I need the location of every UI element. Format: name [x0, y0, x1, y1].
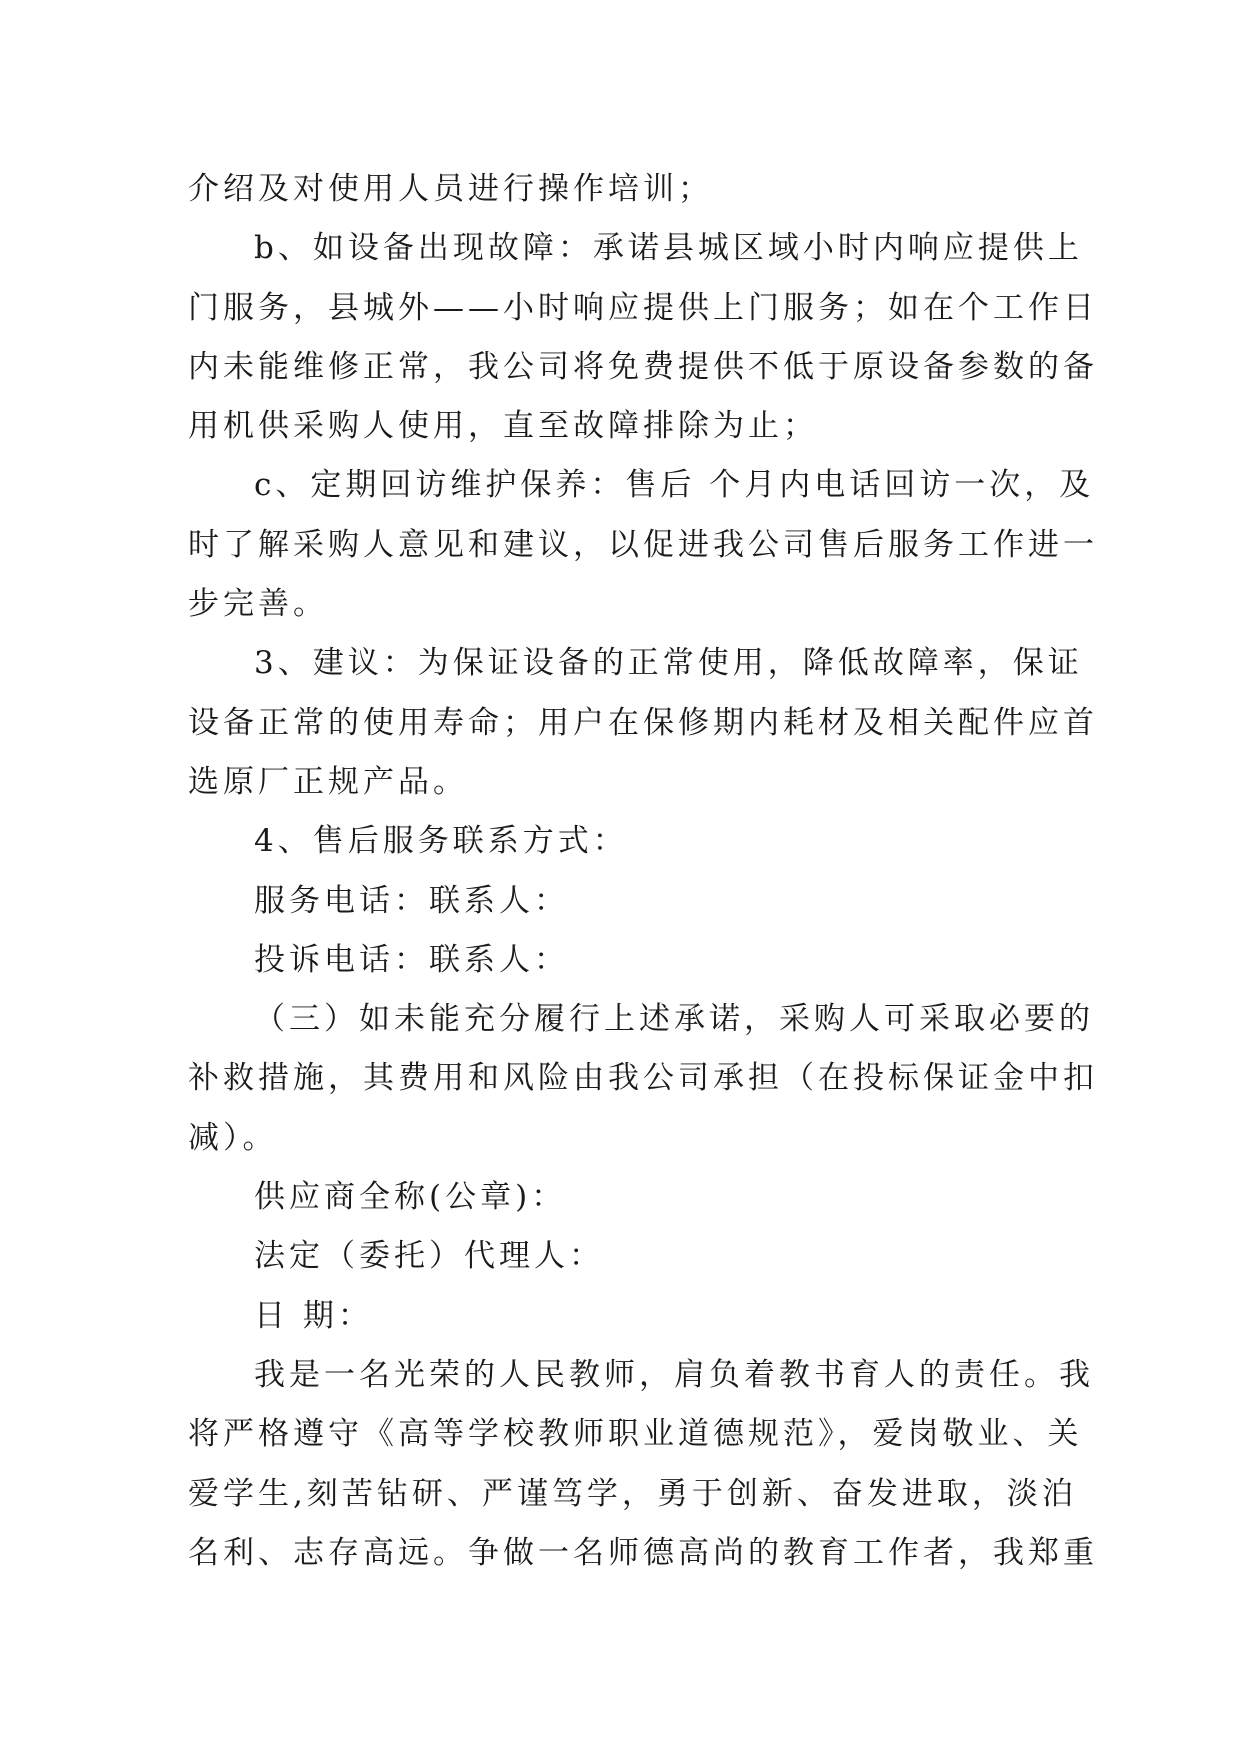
- text-line: 日 期：: [254, 1297, 373, 1334]
- text-line: 供应商全称(公章)：: [254, 1179, 567, 1216]
- text-line: 用机供采购人使用，直至故障排除为止；: [188, 408, 818, 445]
- text-line: 我是一名光荣的人民教师，肩负着教书育人的责任。我: [254, 1356, 1094, 1393]
- text-line: c、定期回访维护保养：售后 个月内电话回访一次，及: [254, 467, 1095, 504]
- text-line: 设备正常的使用寿命；用户在保修期内耗材及相关配件应首: [188, 704, 1098, 741]
- text-line: 投诉电话：联系人：: [254, 941, 569, 978]
- text-line: 减）。: [188, 1119, 278, 1156]
- text-line: 内未能维修正常，我公司将免费提供不低于原设备参数的备: [188, 348, 1098, 385]
- text-line: 爱学生,刻苦钻研、严谨笃学，勇于创新、奋发进取，淡泊: [188, 1475, 1077, 1512]
- text-line: 服务电话：联系人：: [254, 882, 569, 919]
- document-body: [188, 160, 1098, 1583]
- text-line: 介绍及对使用人员进行操作培训；: [188, 171, 713, 207]
- text-line: 4、售后服务联系方式：: [254, 823, 628, 860]
- text-line: 法定（委托）代理人：: [254, 1238, 604, 1275]
- text-line: 补救措施，其费用和风险由我公司承担（在投标保证金中扣: [188, 1060, 1098, 1097]
- text-line: 名利、志存高远。争做一名师德高尚的教育工作者，我郑重: [188, 1534, 1098, 1571]
- text-line: 3、建议：为保证设备的正常使用，降低故障率，保证: [254, 645, 1083, 682]
- text-line: b、如设备出现故障：承诺县城区域小时内响应提供上: [254, 230, 1083, 267]
- text-line: 步完善。: [188, 586, 328, 623]
- text-line: 将严格遵守《高等学校教师职业道德规范》，爱岗敬业、关: [188, 1416, 1083, 1453]
- text-line: （三）如未能充分履行上述承诺，采购人可采取必要的: [254, 1001, 1094, 1038]
- text-line: 时了解采购人意见和建议，以促进我公司售后服务工作进一: [188, 526, 1098, 563]
- text-line: 选原厂正规产品。: [188, 763, 468, 800]
- text-line: 门服务，县城外——小时响应提供上门服务；如在个工作日: [188, 289, 1098, 326]
